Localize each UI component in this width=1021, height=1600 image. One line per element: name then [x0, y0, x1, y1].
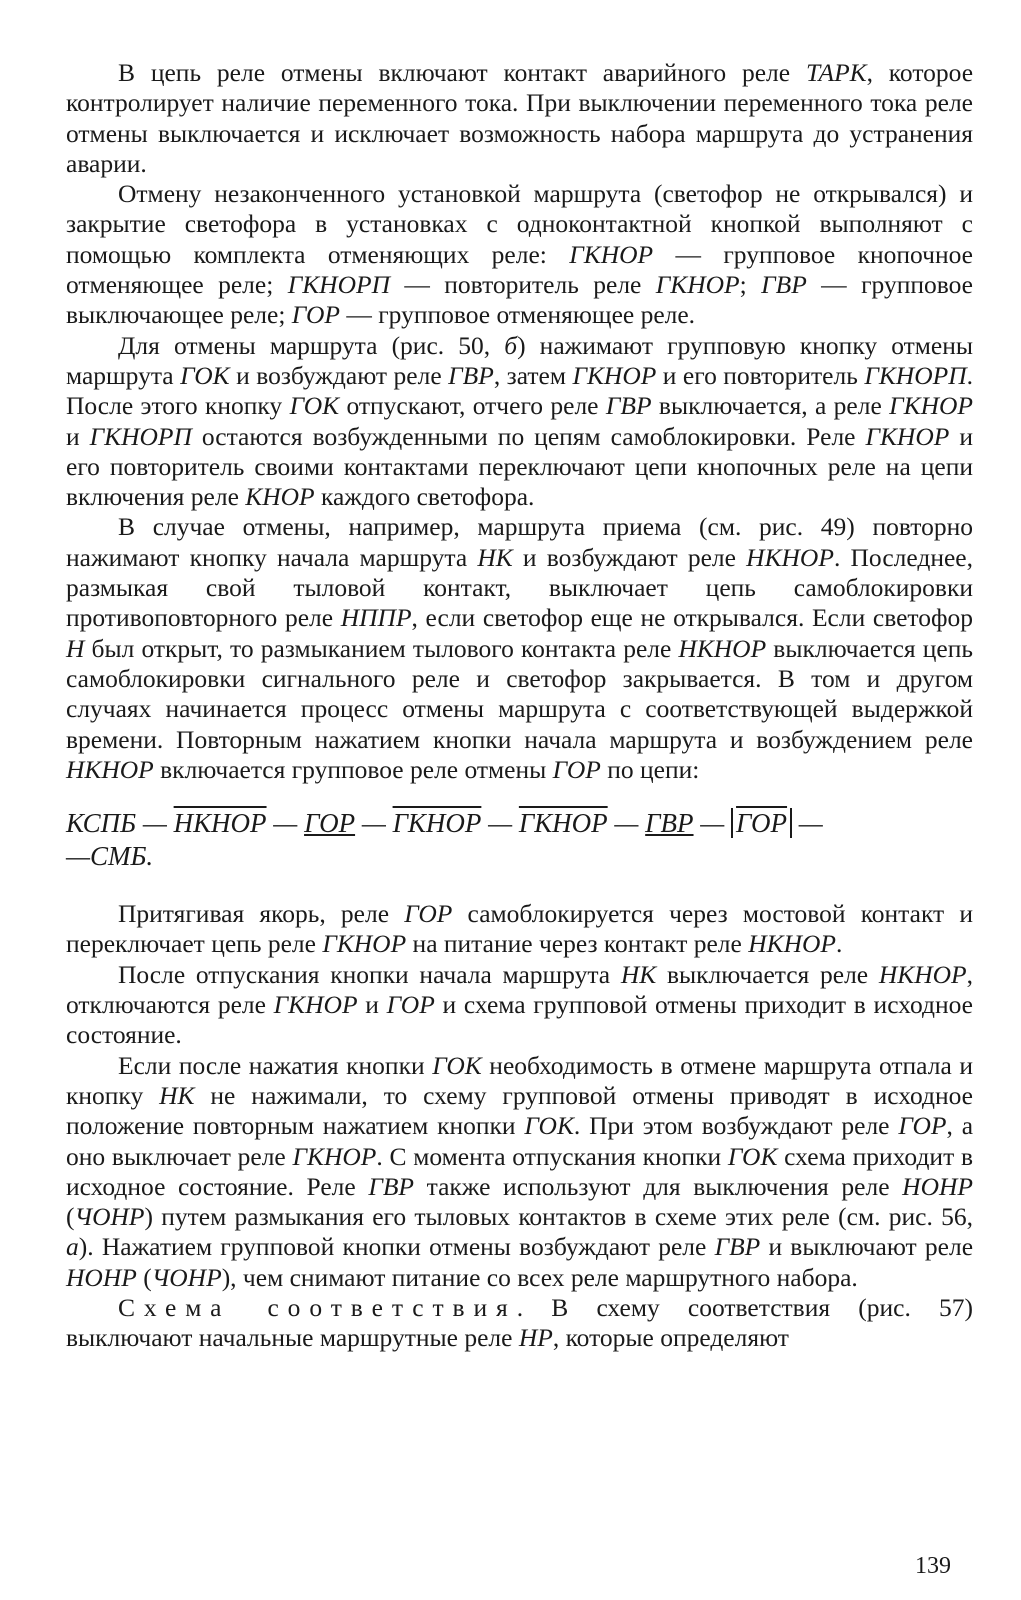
paragraph: После отпускания кнопки начала маршрута НК выключается реле НКНОР, отключаются реле ГКНОР и ГОР и схема групповой отмены приходит в исходное состояние.	[66, 959, 973, 1050]
paragraph: Схема соответствия. В схему соответствия (рис. 57) выключают начальные маршрутные реле НР, которые определяют	[66, 1292, 973, 1353]
formula-term: ГВР	[645, 808, 694, 839]
paragraph: В цепь реле отмены включают контакт аварийного реле ТАРК, которое контролирует наличие переменного тока. При выключении переменного тока реле отмены выключается и исключает возможность набора маршрута до устранения аварии.	[66, 58, 974, 178]
formula-term: ГКНОР	[518, 808, 608, 839]
formula-term: ГКНОР	[392, 808, 482, 839]
text-block-bottom	[66, 899, 973, 1353]
formula-term: КСПБ	[66, 808, 137, 839]
formula-term: НКНОР	[173, 808, 267, 839]
paragraph: Для отмены маршрута (рис. 50, б) нажимают групповую кнопку отмены маршрута ГОК и возбуждают реле ГВР, затем ГКНОР и его повторитель ГКНОРП. После этого кнопку ГОК отпускают, отчего реле ГВР выключается, а реле ГКНОР и ГКНОРП остаются возбужденными по цепям самоблокировки. Реле ГКНОР и его повторитель своими контактами переключают цепи кнопочных реле на цепи включения реле КНОР каждого светофора.	[66, 330, 974, 512]
paragraph: Притягивая якорь, реле ГОР самоблокируется через мостовой контакт и переключает цепь реле ГКНОР на питание через контакт реле НКНОР.	[66, 899, 973, 959]
formula-term: —	[607, 808, 646, 839]
text-block-top	[66, 58, 973, 785]
formula-term: ГОР	[731, 808, 792, 838]
formula-term: —	[266, 808, 305, 839]
formula-line-1	[66, 807, 973, 840]
formula-term: ГОР	[304, 808, 356, 839]
paragraph: Отмену незаконченного установкой маршрута (светофор не открывался) и закрытие светофора в установках с одноконтактной кнопкой выполняют с помощью комплекта отменяющих реле: ГКНОР — групповое кнопочное отменяющее реле; ГКНОРП — повторитель реле ГКНОР; ГВР — групповое выключающее реле; ГОР — групповое отменяющее реле.	[66, 179, 973, 330]
formula-term: —	[693, 808, 732, 839]
formula-term: —	[792, 808, 823, 839]
page-number: 139	[915, 1553, 951, 1579]
formula-term: —	[136, 808, 174, 839]
formula-line-2: —СМБ.	[66, 841, 154, 872]
paragraph: В случае отмены, например, маршрута приема (см. рис. 49) повторно нажимают кнопку начала маршрута НК и возбуждают реле НКНОР. Последнее, размыкая свой тыловой контакт, выключает цепь самоблокировки противоповторного реле НППР, если светофор еще не открывался. Если светофор Н был открыт, то размыканием тылового контакта реле НКНОР выключается цепь самоблокировки сигнального реле и светофор закрывается. В том и другом случаях начинается процесс отмены маршрута с соответствующей выдержкой времени. Повторным нажатием кнопки начала маршрута и возбуждением реле НКНОР включается групповое реле отмены ГОР по цепи:	[66, 512, 973, 784]
formula-term: —	[481, 808, 519, 839]
formula-term: —	[355, 808, 393, 839]
circuit-formula	[66, 807, 973, 873]
paragraph: Если после нажатия кнопки ГОК необходимость в отмене маршрута отпала и кнопку НК не нажимали, то схему групповой отмены приводят в исходное положение повторным нажатием кнопки ГОК. При этом возбуждают реле ГОР, а оно выключает реле ГКНОР. С момента отпускания кнопки ГОК схема приходит в исходное состояние. Реле ГВР также используют для выключения реле НОНР (ЧОНР) путем размыкания его тыловых контактов в схеме этих реле (см. рис. 56, а). Нажатием групповой кнопки отмены возбуждают реле ГВР и выключают реле НОНР (ЧОНР), чем снимают питание со всех реле маршрутного набора.	[66, 1050, 974, 1292]
